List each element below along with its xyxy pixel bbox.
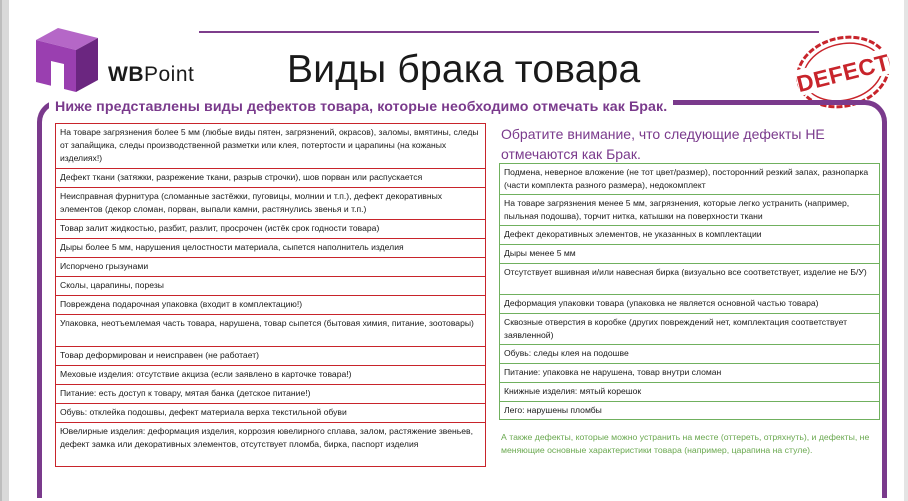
wbpoint-cube-icon bbox=[36, 28, 98, 92]
defect-item: Упаковка, неотъемлемая часть товара, нарушена, товар сыпется (бытовая химия, питание, зоотовары) bbox=[55, 314, 486, 346]
header-rule bbox=[199, 31, 819, 33]
non-defect-item: Отсутствует вшивная и/или навесная бирка (визуально все соответствует, изделие не Б/У) bbox=[499, 263, 880, 294]
defect-item: Дыры более 5 мм, нарушения целостности материала, сыпется наполнитель изделия bbox=[55, 238, 486, 257]
subtitle: Ниже представлены виды дефектов товара, которые необходимо отмечать как Брак. bbox=[49, 99, 673, 115]
defect-item: Питание: есть доступ к товару, мятая банка (детское питание!) bbox=[55, 384, 486, 403]
notice-line-1: Обратите внимание, что следующие дефекты НЕ bbox=[501, 126, 825, 142]
notice-heading bbox=[501, 124, 825, 164]
wbpoint-logo bbox=[108, 63, 194, 87]
non-defect-item: Книжные изделия: мятый корешок bbox=[499, 382, 880, 401]
non-defect-item: Сквозные отверстия в коробке (других повреждений нет, комплектация соответствует заявленной) bbox=[499, 313, 880, 344]
logo-name: Point bbox=[144, 63, 195, 86]
non-defect-item: Питание: упаковка не нарушена, товар внутри сломан bbox=[499, 363, 880, 382]
window-right-edge bbox=[904, 0, 908, 501]
defect-item: Сколы, царапины, порезы bbox=[55, 276, 486, 295]
logo-brand: WB bbox=[108, 63, 144, 86]
footnote: А также дефекты, которые можно устранить на месте (оттереть, отряхнуть), и дефекты, не меняющие основные характеристики товара (например, царапина на стуле). bbox=[501, 432, 870, 455]
defect-item: Товар деформирован и неисправен (не работает) bbox=[55, 346, 486, 365]
defect-item: Повреждена подарочная упаковка (входит в комплектацию!) bbox=[55, 295, 486, 314]
defect-item: На товаре загрязнения более 5 мм (любые виды пятен, загрязнений, окрасов), заломы, вмятины, следы от запайщика, следы производственной разметки или клея, потертости и царапины (на кожаных изделиях!) bbox=[55, 123, 486, 168]
window-left-edge bbox=[0, 0, 9, 501]
defect-item: Товар залит жидкостью, разбит, разлит, просрочен (истёк срок годности товара) bbox=[55, 219, 486, 238]
defect-item: Ювелирные изделия: деформация изделия, коррозия ювелирного сплава, залом, растяжение звеньев, дефект замка или декоративных элементов, отсутствует пломба, бирка, паспорт изделия bbox=[55, 422, 486, 467]
non-defect-item: Лего: нарушены пломбы bbox=[499, 401, 880, 420]
defect-item: Неисправная фурнитура (сломанные застёжки, пуговицы, молнии и т.п.), дефект декоративных элементов (декор сломан, порван, выпали камни, растянулись звенья и т.п.) bbox=[55, 187, 486, 219]
stamp-text: DEFECT bbox=[794, 48, 893, 98]
defect-item: Меховые изделия: отсутствие акциза (если заявлено в карточке товара!) bbox=[55, 365, 486, 384]
non-defect-item: На товаре загрязнения менее 5 мм, загрязнения, которые легко устранить (например, пыльная подошва), торчит нитка, катышки на поверхности ткани bbox=[499, 194, 880, 225]
non-defect-item: Дыры менее 5 мм bbox=[499, 244, 880, 263]
notice-line-2: отмечаются как Брак. bbox=[501, 146, 641, 162]
defect-list bbox=[55, 123, 486, 467]
non-defect-item: Деформация упаковки товара (упаковка не является основной частью товара) bbox=[499, 294, 880, 313]
non-defect-list bbox=[499, 163, 880, 420]
defect-item: Испорчено грызунами bbox=[55, 257, 486, 276]
non-defect-item: Обувь: следы клея на подошве bbox=[499, 344, 880, 363]
non-defect-item: Дефект декоративных элементов, не указанных в комплектации bbox=[499, 225, 880, 244]
page-title: Виды брака товара bbox=[287, 48, 641, 91]
defect-item: Обувь: отклейка подошвы, дефект материала верха текстильной обуви bbox=[55, 403, 486, 422]
non-defect-item: Подмена, неверное вложение (не тот цвет/размер), посторонний резкий запах, разнопарка (части комплекта разного размера), недокомплект bbox=[499, 163, 880, 194]
defect-item: Дефект ткани (затяжки, разрежение ткани, разрыв строчки), шов порван или распускается bbox=[55, 168, 486, 187]
